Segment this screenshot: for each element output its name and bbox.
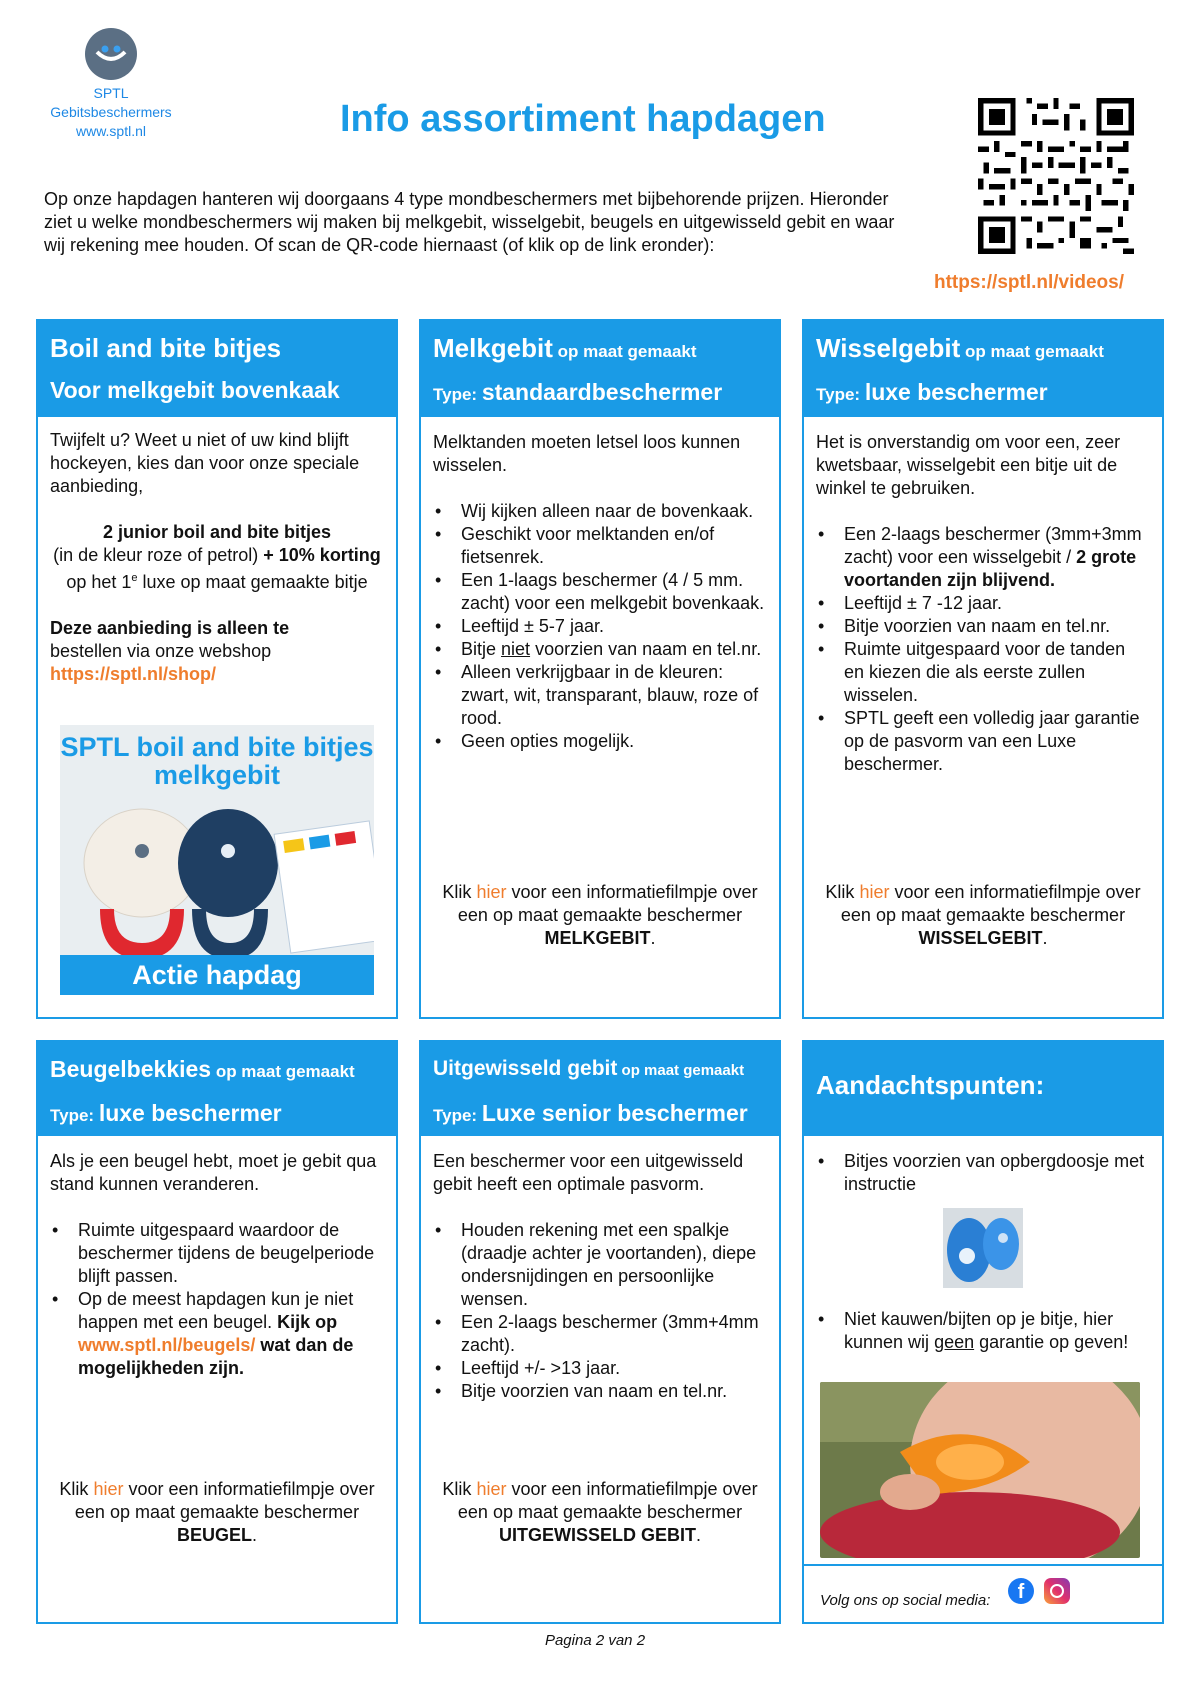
list-item: • Leeftijd +/- >13 jaar. — [433, 1357, 767, 1380]
feature-list — [433, 500, 767, 753]
page-number: Pagina 2 van 2 — [544, 1632, 646, 1649]
type-value: luxe beschermer — [864, 379, 1048, 405]
promo-image — [60, 725, 374, 995]
card-header — [38, 1042, 396, 1136]
card-title: Boil and bite bitjes — [50, 333, 282, 363]
type-value: Luxe senior beschermer — [481, 1100, 748, 1126]
item-text: Een 2-laags beschermer (3mm+3mm zacht) voor een wisselgebit / — [844, 524, 1142, 567]
card-intro-text: Twijfelt u? Weet u niet of uw kind blijft hockeyen, kies dan voor onze speciale aanbieding, — [50, 430, 360, 496]
type-value: standaardbeschermer — [481, 379, 723, 405]
card-header — [421, 1042, 779, 1136]
instagram-icon[interactable] — [1044, 1578, 1070, 1604]
card-intro-text: Als je een beugel hebt, moet je gebit qua stand kunnen veranderen. — [50, 1151, 377, 1194]
card-title-suffix: op maat gemaakt — [617, 1062, 745, 1079]
video-cta — [816, 881, 1150, 950]
video-link[interactable]: hier — [93, 1479, 124, 1499]
card-body — [421, 1136, 779, 1403]
type-label: Type: — [816, 385, 865, 404]
type-label: Type: — [433, 1106, 482, 1125]
video-link[interactable]: hier — [859, 882, 890, 902]
card-intro-text: Het is onverstandig om voor een, zeer kwetsbaar, wisselgebit een bitje uit de winkel te gebruiken. — [816, 432, 1121, 498]
card-subtitle: Voor melkgebit bovenkaak — [50, 377, 340, 403]
list-item — [433, 638, 767, 661]
list-item: • Bitje voorzien van naam en tel.nr. — [433, 1380, 767, 1403]
card-type — [433, 1098, 767, 1135]
offer-sup: e — [131, 572, 138, 584]
card-body — [38, 417, 396, 686]
attention-list — [816, 1150, 1150, 1196]
list-item: • Een 1-laags beschermer (4 / 5 mm. zacht) voor een melkgebit bovenkaak. — [433, 569, 767, 615]
item-emphasis: 2 grote voortanden zijn blijvend. — [844, 547, 1137, 590]
card-title — [816, 331, 1150, 365]
qr-code[interactable] — [978, 98, 1134, 254]
facebook-icon[interactable]: f — [1008, 1578, 1034, 1604]
card-intro-text: Een beschermer voor een uitgewisseld gebit heeft een optimale pasvorm. — [433, 1151, 744, 1194]
logo-url[interactable]: www.sptl.nl — [75, 123, 147, 139]
list-item: • Leeftijd ± 7 -12 jaar. — [816, 592, 1150, 615]
card-body — [804, 1136, 1162, 1354]
cta-text: voor een informatiefilmpje over een op maat gemaakte beschermer — [457, 882, 758, 925]
type-label: Type: — [433, 385, 482, 404]
item-emphasis: Kijk op — [277, 1312, 338, 1332]
list-item: • Bitjes voorzien van opbergdoosje met instructie — [816, 1150, 1150, 1196]
mouthguard-cases-illustration — [60, 791, 374, 971]
shop-link[interactable]: https://sptl.nl/shop/ — [50, 664, 216, 684]
logo-brand: SPTL — [93, 85, 129, 101]
webshop-note — [50, 617, 384, 686]
card-boil-and-bite — [36, 319, 398, 1019]
intro-text: Op onze hapdagen hanteren wij doorgaans 4 type mondbeschermers met bijbehorende prijzen. Hieronder ziet u welke mondbeschermers wij maken bij melkgebit, wisselgebit, beugels en uitgewisseld gebit en waar wij rekening mee houden. Of scan de QR-code hiernaast (of klik op de link eronder): — [44, 189, 895, 255]
card-melkgebit — [419, 319, 781, 1019]
card-body — [421, 417, 779, 753]
video-cta — [433, 1478, 767, 1547]
card-header — [38, 321, 396, 417]
videos-link[interactable]: https://sptl.nl/videos/ — [934, 272, 1125, 293]
list-item: • Wij kijken alleen naar de bovenkaak. — [433, 500, 767, 523]
card-header — [804, 321, 1162, 417]
card-title-suffix: op maat gemaakt — [211, 1062, 355, 1081]
item-text: Niet kauwen/bijten op je bitje, hier kunnen wij — [844, 1309, 1114, 1352]
card-title-suffix: op maat gemaakt — [960, 342, 1104, 361]
offer-detail-b: luxe op maat gemaakte bitje — [137, 572, 368, 592]
item-emphasis: niet — [501, 639, 531, 659]
video-link[interactable]: hier — [476, 1479, 507, 1499]
card-title-main: Beugelbekkies — [50, 1056, 212, 1082]
card-title — [433, 331, 767, 365]
card-title: Aandachtspunten: — [816, 1070, 1045, 1100]
card-uitgewisseld-gebit — [419, 1040, 781, 1624]
list-item: • Ruimte uitgespaard voor de tanden en kiezen die als eerste zullen wisselen. — [816, 638, 1150, 707]
list-item: • Ruimte uitgespaard waardoor de beschermer tijdens de beugelperiode blijft passen. — [50, 1219, 384, 1288]
list-item: • SPTL geeft een volledig jaar garantie op de pasvorm van een Luxe beschermer. — [816, 707, 1150, 776]
item-text: Bitje — [461, 639, 502, 659]
list-item — [50, 1288, 384, 1380]
card-title-main: Melkgebit — [433, 333, 553, 363]
cta-end: . — [650, 928, 656, 948]
card-type — [433, 377, 767, 414]
offer-detail-a: op het 1 — [66, 572, 132, 592]
list-item — [816, 523, 1150, 592]
card-body — [38, 1136, 396, 1380]
logo-tagline: Gebitsbeschermers — [50, 104, 172, 120]
cta-text: voor een informatiefilmpje over een op maat gemaakte beschermer — [74, 1479, 375, 1522]
promo-banner: Actie hapdag — [60, 955, 374, 995]
item-text: voorzien van naam en tel.nr. — [530, 639, 762, 659]
card-type — [50, 1098, 384, 1135]
feature-list — [433, 1219, 767, 1403]
sptl-logo — [36, 28, 186, 141]
offer-product: 2 junior boil and bite bitjes — [102, 522, 331, 542]
list-item: • Een 2-laags beschermer (3mm+4mm zacht). — [433, 1311, 767, 1357]
cta-end: . — [1042, 928, 1048, 948]
cta-text: voor een informatiefilmpje over een op maat gemaakte beschermer — [457, 1479, 758, 1522]
list-item: • Alleen verkrijgbaar in de kleuren: zwart, wit, transparant, blauw, roze of rood. — [433, 661, 767, 730]
list-item: • Houden rekening met een spalkje (draadje achter je voortanden), diepe ondersnijdingen en persoonlijke wensen. — [433, 1219, 767, 1311]
card-title — [433, 1052, 767, 1086]
card-header — [421, 321, 779, 417]
type-label: Type: — [50, 1106, 99, 1125]
cta-topic: UITGEWISSELD GEBIT — [498, 1525, 696, 1545]
cta-topic: WISSELGEBIT — [918, 928, 1043, 948]
offer-discount: + 10% korting — [263, 545, 381, 565]
list-item: • Leeftijd ± 5-7 jaar. — [433, 615, 767, 638]
list-item: • Geen opties mogelijk. — [433, 730, 767, 753]
cta-topic: MELKGEBIT — [544, 928, 651, 948]
item-text: Op de meest hapdagen kun je niet happen met een beugel. — [78, 1289, 354, 1332]
attention-list — [816, 1308, 1150, 1354]
feature-list — [50, 1219, 384, 1380]
type-value: luxe beschermer — [98, 1100, 282, 1126]
cta-end: . — [252, 1525, 258, 1545]
cta-text: Klik — [825, 882, 860, 902]
list-item: • Geschikt voor melktanden en/of fietsenrek. — [433, 523, 767, 569]
offer-colors: (in de kleur roze of petrol) — [53, 545, 264, 565]
cta-end: . — [696, 1525, 702, 1545]
child-biting-photo — [820, 1382, 1140, 1558]
offer-text — [50, 521, 384, 594]
cta-text: Klik — [442, 882, 477, 902]
card-title-main: Wisselgebit — [816, 333, 961, 363]
video-cta — [433, 881, 767, 950]
cta-text: Klik — [442, 1479, 477, 1499]
card-title — [50, 1052, 384, 1086]
logo-icon — [85, 28, 137, 80]
card-aandachtspunten — [802, 1040, 1164, 1624]
video-cta — [50, 1478, 384, 1547]
list-item — [816, 1308, 1150, 1354]
card-intro-text: Melktanden moeten letsel loos kunnen wisselen. — [433, 432, 741, 475]
list-item: • Bitje voorzien van naam en tel.nr. — [816, 615, 1150, 638]
card-body — [804, 417, 1162, 776]
beugels-link[interactable]: www.sptl.nl/beugels/ — [78, 1335, 256, 1355]
card-title-suffix: op maat gemaakt — [552, 342, 697, 361]
promo-title: SPTL boil and bite bitjes melkgebit — [60, 732, 374, 790]
item-emphasis: wat dan de mogelijkheden zijn. — [78, 1335, 354, 1378]
feature-list — [816, 523, 1150, 776]
card-wisselgebit — [802, 319, 1164, 1019]
card-beugelbekkies — [36, 1040, 398, 1624]
webshop-note-text: bestellen via onze webshop — [50, 641, 272, 661]
social-label: Volg ons op social media: — [820, 1592, 991, 1609]
cta-text: voor een informatiefilmpje over een op maat gemaakte beschermer — [840, 882, 1141, 925]
storage-case-image — [943, 1208, 1023, 1288]
page-title: Info assortiment hapdagen — [340, 98, 826, 140]
item-text: garantie op geven! — [974, 1332, 1129, 1352]
card-header — [804, 1042, 1162, 1136]
social-media-bar — [804, 1564, 1162, 1622]
cta-topic: BEUGEL — [176, 1525, 252, 1545]
card-type — [816, 377, 1150, 414]
cta-text: Klik — [59, 1479, 94, 1499]
card-title-main: Uitgewisseld gebit — [433, 1057, 618, 1080]
webshop-note-bold: Deze aanbieding is alleen te — [50, 618, 290, 638]
item-emphasis: geen — [934, 1332, 975, 1352]
video-link[interactable]: hier — [476, 882, 507, 902]
